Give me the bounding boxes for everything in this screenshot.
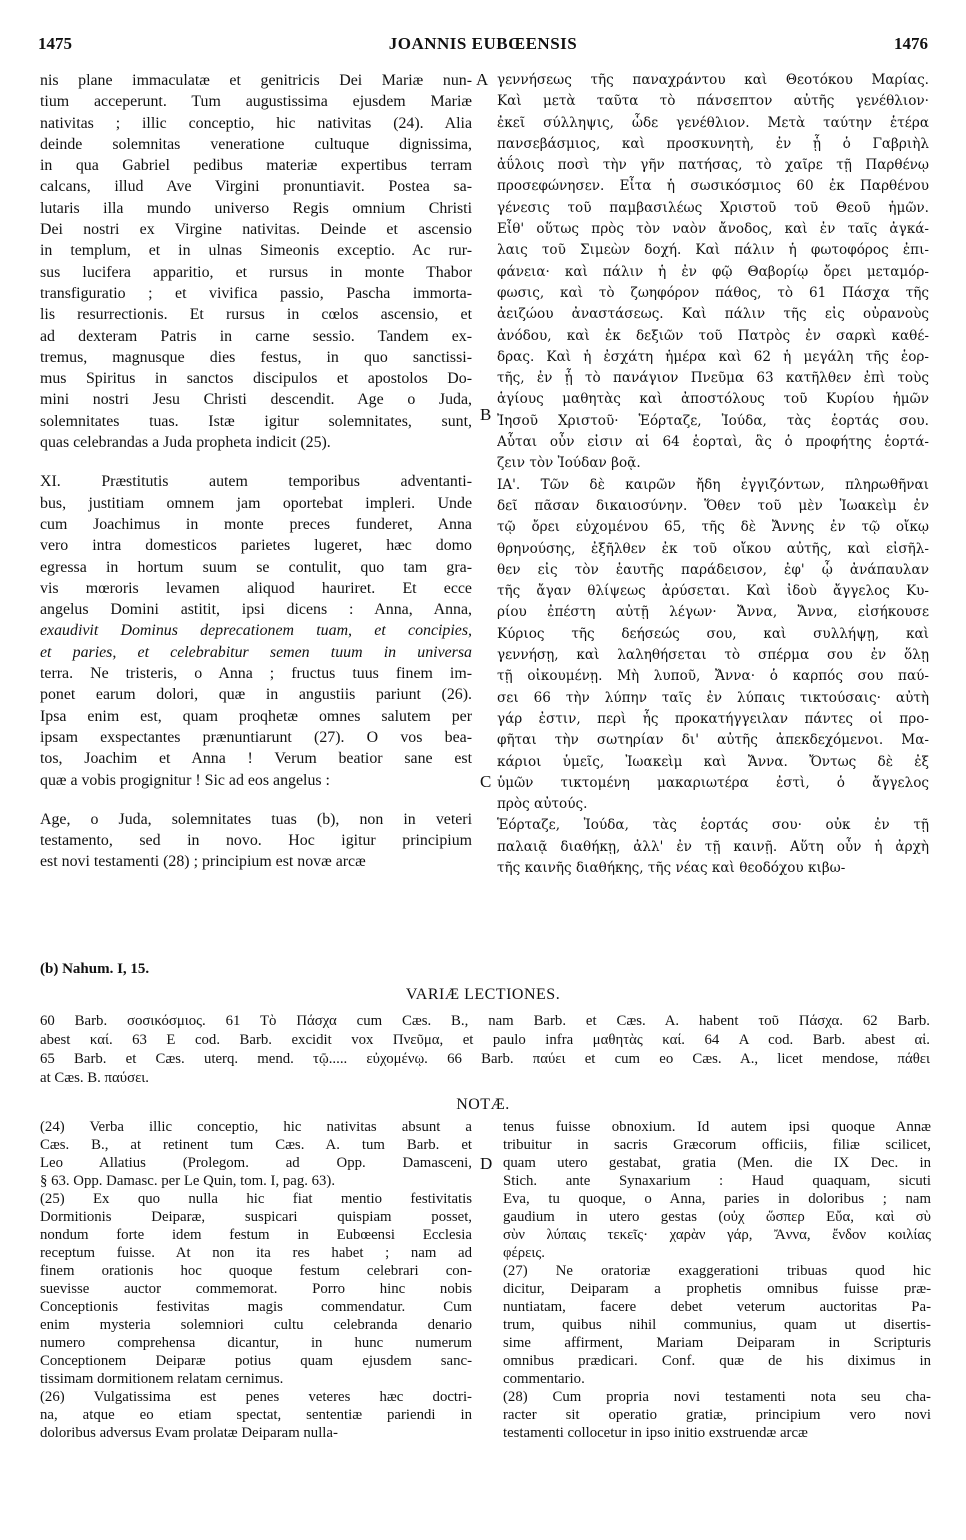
text-line: cum Joachimus in monte preces funderet, Anna [40, 515, 472, 533]
text-line: (24) Verba illic conceptio, hic nativitas absunt a [40, 1119, 472, 1135]
text-line: Eva, tu quoque, o Anna, paries in doloribus ; nam [503, 1191, 931, 1207]
text-line: exaudivit Dominus deprecationem tuam, et concipies, [40, 622, 472, 640]
text-line: vis mœroris levamen aliquod hauriret. Et ecce [40, 579, 472, 597]
latin-column [40, 70, 472, 873]
text-line: in qua Gabriel pedibus materiæ expertibus terram [40, 157, 472, 175]
text-line: φωσις, καὶ τὸ ζωηφόρον πάθος, τὸ 61 Πάσχα τῆς [497, 284, 929, 301]
text-line: πρὸς αὐτούς. [497, 796, 588, 813]
text-line: egressa in hortum suum se contulit, quo tam gra- [40, 558, 472, 576]
text-line: at Cæs. B. παύσει. [40, 1070, 149, 1086]
text-line: tissimam dormitionem relatam cernimus. [40, 1371, 284, 1387]
text-line: προσεφώνησεν. Εἶτα ἡ σωσικόσμιος 60 ἐκ Παρθένου [497, 178, 929, 195]
text-line: deinde solemnitas veneratione cultuque dignissima, [40, 135, 472, 153]
text-line: Cæs. B., at retinent tum Cæs. A. tum Barb. et [40, 1137, 472, 1153]
text-line: Conceptionis festivitas magis commendatur. Cum [40, 1299, 472, 1315]
text-line: lis resurrectionis. Et rursus in cœlos ascensio, et [40, 306, 472, 324]
text-line: ponet earum dolori, quæ in angustiis pariunt (26). [40, 686, 472, 704]
text-line: ἀειζώου ἀναστάσεως. Καὶ πάλιν τῆς εἰς οὐρανοὺς [497, 306, 929, 323]
text-line: σει 66 τὴν λύπην ταῖς ἐν λύπαις τικτούσαις· αὐτὴ [497, 689, 929, 706]
text-line: Κύριος τῆς δεήσεώς σου, καὶ συλλήψῃ, καὶ [497, 625, 929, 642]
text-line: sime affirment, Mariam Deiparam in Scripturis [503, 1335, 931, 1351]
text-line: τῇ οἰκουμένῃ. Μὴ λυποῦ, Ἄννα· ὁ καρπός σου παύ- [497, 668, 929, 685]
text-line: doloribus adversus Evam prolatæ Deiparam nulla- [40, 1425, 338, 1441]
text-line: τῆς, ἐν ᾗ τὸ πανάγιον Πνεῦμα 63 κατῆλθεν ἐπὶ τοὺς [497, 370, 929, 387]
text-line: Ipsa enim est, quam proqhetæ omnes salutem per [40, 707, 472, 725]
text-line: XI. Præstitutis autem temporibus adventanti- [40, 473, 472, 491]
text-line: γένεσις τοῦ παμβασιλέως Χριστοῦ τοῦ Θεοῦ ἡμῶν. [497, 199, 929, 216]
text-line: ὑμῶν τικτομένη μακαριωτέρα ἐστὶ, ὁ ἄγγελος [497, 774, 929, 791]
text-line: Ἑόρταζε, Ἰούδα, τὰς ἑορτάς σου· οὐκ ἐν τῇ [497, 817, 929, 834]
text-line: τῆς ἄγαν θλίψεως ἀρύσεται. Καὶ ἰδοὺ ἄγγελος Κυ- [497, 583, 929, 600]
text-line: ζειν τὸν Ἰούδαν βοᾷ. [497, 455, 641, 472]
notae-left-column [40, 1118, 472, 1442]
text-line: tium acceperunt. Tum augustissima ejusdem Mariæ [40, 93, 472, 111]
text-line: quæ a vobis progignitur ! Sic ad eos angelus : [40, 771, 330, 789]
text-line: omnibus prædicari. Conf. quæ de his diximus in [503, 1353, 931, 1369]
text-line: vero intra domesticos parietes lugeret, hæc domo [40, 537, 472, 555]
text-line: Καὶ μετὰ ταῦτα τὸ πάνσεπτον αὐτῆς γενέθλιον· [497, 93, 929, 110]
notae-title: NOTÆ. [456, 1096, 510, 1113]
text-line: quam utero gestabat, gratia (Men. die IX Dec. in [503, 1155, 931, 1171]
text-line: γεννήσεως τῆς παναχράντου καὶ Θεοτόκου Μαρίας. [497, 72, 929, 88]
text-line: bus, justitiam omnem jam oportebat impleri. Unde [40, 494, 472, 512]
text-line: trum, quibus nihil communius, quam ut disertis- [503, 1317, 931, 1333]
text-line: transfiguratio ; et vivifica passio, Pascha immorta- [40, 284, 472, 302]
text-line: solemnitates tuas. Istæ igitur solemnitates, sunt, [40, 412, 472, 430]
text-line: πανσεβάσμιος, καὶ προσκυνητὴ, ἐν ᾗ ὁ Γαβριὴλ [497, 135, 929, 152]
text-line: (27) Ne oratoriæ exaggerationi tribuas quod hic [503, 1263, 931, 1279]
text-line: racter sit operatio gratiæ, principium vero novi [503, 1407, 931, 1423]
text-line: 65 Barb. et Cæs. uterq. mend. τῷ..... εὐχομένῳ. 66 Barb. παύει et cum eo Cæs. A., licet mendose, πάθει [40, 1051, 930, 1067]
greek-column [497, 70, 929, 879]
text-line: ἀΰλοις ποσὶ τὴν γῆν πατήσας, τὸ χαῖρε τῇ Παρθένῳ [497, 157, 929, 174]
text-line: θεν εἰς τὸν ἑαυτῆς παράδεισον, ἐφ' ᾧ ἀνάπαυλαν [497, 561, 929, 578]
page-header [38, 34, 928, 56]
margin-marker-a: A [476, 70, 489, 89]
text-line: Stich. ante Synaxarium : Haud quaquam, sicuti [503, 1173, 931, 1189]
text-line: et paries, et celebrabitur semen tuum in universa [40, 643, 472, 661]
text-line: (28) Cum propria novi testamenti nota seu cha- [503, 1389, 931, 1405]
text-line: tremus, magnusque dies festus, in quo sanctissi- [40, 348, 472, 366]
text-line: lutaris illa mundo universo Regis omnium Christi [40, 199, 472, 217]
text-line: testamento, sed in novo. Hoc igitur principium [40, 832, 472, 850]
text-line: terra. Ne tristeris, o Anna ; fructus tuus finem im- [40, 665, 472, 683]
paragraph-gap [40, 791, 472, 809]
paragraph-gap [40, 453, 472, 471]
margin-marker-c: C [480, 772, 492, 791]
right-page-number: 1476 [894, 34, 928, 53]
text-line: testamenti collocetur in ipso initio exstruendæ arcæ [503, 1425, 808, 1441]
text-line: Dormitionis Deiparæ, suspicari quispiam posset, [40, 1209, 472, 1225]
text-line: (26) Vulgatissima est penes veteres hæc doctri- [40, 1389, 472, 1405]
text-line: nis plane immaculatæ et genitricis Dei Mariæ nun- [40, 72, 472, 89]
text-line: Dei nostri ex Virgine nativitas. Deinde et ascensio [40, 221, 472, 239]
text-line: φῆται τὴν σωτηρίαν δι' αὐτῆς ἀπεκδεχόμενοι. Μα- [497, 732, 929, 749]
text-line: § 63. Opp. Damasc. per Le Quin, tom. I, pag. 63). [40, 1173, 336, 1189]
text-line: παλαιᾷ διαθήκῃ, ἀλλ' ἐν τῇ καινῇ. Αὕτη οὖν ἡ ἀρχὴ [497, 838, 929, 855]
text-line: λαις τοῦ Σιμεὼν δοχή. Καὶ πάλιν ἡ φωτοφόρος ἐπι- [497, 242, 929, 259]
text-line: (25) Ex quo nulla hic fiat mentio festivitatis [40, 1191, 472, 1207]
text-line: ἐκεῖ σύλληψις, ὧδε γενέθλιον. Μετὰ ταύτην ἑτέρα [497, 114, 929, 131]
text-line: tribuitur in sacris Græcorum officiis, filiæ scilicet, [503, 1137, 931, 1153]
text-line: Εἶθ' οὕτως πρὸς τὸν ναὸν ἄνοδος, καὶ ἐν ταῖς ἀγκά- [497, 221, 929, 238]
text-line: tos, Joachim et Anna ! Verum beatior sane est [40, 750, 472, 768]
text-line: θρηνούσης, ἐξῆλθεν ἐκ τοῦ οἴκου αὐτῆς, καὶ εἰσῆλ- [497, 540, 929, 557]
notae-right-column [503, 1118, 931, 1442]
text-line: 60 Barb. σοσικόσμιος. 61 Τὸ Πάσχα cum Cæs. B., nam Barb. et Cæs. A. habent τοῦ Πάσχα. 62 Barb. [40, 1013, 930, 1029]
text-line: quas celebrandas a Juda propheta indicit (25). [40, 434, 331, 452]
text-line: nativitas ; illic conceptio, hic nativitas (24). Alia [40, 114, 472, 132]
text-line: ad dexteram Patris in carne sessio. Tandem ex- [40, 327, 472, 345]
text-line: in templum, et in ulnas Simeonis exceptio. Ac rur- [40, 242, 472, 260]
text-line: dicitur, Deiparam a prophetis omnibus fuisse præ- [503, 1281, 931, 1297]
text-line: ρίου ἐπέστη αὐτῇ λέγων· Ἄννα, Ἄννα, εἰσήκουσε [497, 604, 929, 621]
text-line: δεῖ πᾶσαν δικαιοσύνην. Ὅθεν τοῦ μὲν Ἰωακεὶμ ἐν [497, 497, 929, 514]
text-line: τῷ ὄρει εὐχομένου 65, τῆς δὲ Ἄννης ἐν τῷ οἴκῳ [497, 519, 929, 536]
text-line: φάνεια· καὶ πάλιν ἡ ἐν φῷ Θαβορίῳ ὄρει μεταμόρ- [497, 263, 929, 280]
running-title: JOANNIS EUBŒENSIS [388, 34, 578, 53]
text-line: δρας. Καὶ ἡ ἐσχάτη ἡμέρα καὶ 62 ἡ μεγάλη τῆς ἑορ- [497, 348, 929, 365]
text-line: φέρεις. [503, 1245, 545, 1261]
text-line: numero comprehensa dicantur, in hunc numerum [40, 1335, 472, 1351]
text-line: κάριοι ὑμεῖς, Ἰωακεὶμ καὶ Ἄννα. Ὄντως δὲ ἐξ [497, 753, 929, 770]
text-line: suevisse auctor commemorat. Porro hinc nobis [40, 1281, 472, 1297]
text-line: enim mysteria solemniori cultu celebranda denario [40, 1317, 472, 1333]
text-line: receptum fuisse. At non ita res habet ; nam ad [40, 1245, 472, 1261]
variae-lectiones [40, 1012, 930, 1088]
text-line: gaudium in utero gestas (οὐχ ὥσπερ Εὔα, καὶ σὺ [503, 1209, 931, 1225]
text-line: mus Spiritus in sanctos discipulos et apostolos Do- [40, 370, 472, 388]
text-line: sus lucifera apparitio, et rursus in monte Thabor [40, 263, 472, 281]
text-line: Ἰησοῦ Χριστοῦ· Ἑόρταζε, Ἰούδα, τὰς ἑορτάς σου. [497, 412, 929, 429]
margin-marker-b: B [480, 405, 492, 424]
footnote-b: (b) Nahum. I, 15. [40, 961, 150, 977]
text-line: angelus Domini astitit, ipsi dicens : Anna, Anna, [40, 601, 472, 619]
text-line: Leo Allatius (Prolegom. ad Opp. Damasceni, [40, 1155, 472, 1171]
text-line: ipsam exspectantes prænuntiarunt (27). O vos bea- [40, 728, 472, 746]
text-line: ΙΑ'. Τῶν δὲ καιρῶν ἤδη ἐγγιζόντων, πληρωθῆναι [497, 476, 929, 493]
text-line: γάρ ἐστιν, περὶ ἧς προκατήγγειλαν πάντες οἱ προ- [497, 710, 929, 727]
variae-lectiones-title: VARIÆ LECTIONES. [405, 986, 561, 1003]
margin-marker-d: D [480, 1154, 493, 1173]
text-line: abest καί. 63 E cod. Barb. excidit vox Πνεῦμα, et paulo infra μαθητὰς καί. 64 A cod. Barb. abest αἱ. [40, 1032, 930, 1048]
text-line: tenus fuisse obnoxium. Id autem ipsi quoque Annæ [503, 1119, 931, 1135]
text-line: na, atque eo etiam spectat, sententiæ pariendi in [40, 1407, 472, 1423]
text-line: ἀνόδου, καὶ ἐκ δεξιῶν τοῦ Πατρὸς ἐν σαρκὶ καθέ- [497, 327, 929, 344]
text-line: σὺν λύπαις τεκεῖς· χαρὰν γάρ, Ἄννα, ἔνδον κοιλίας [503, 1227, 931, 1243]
left-page-number: 1475 [38, 34, 72, 53]
text-line: γεννήσῃ, καὶ λαληθήσεται τὸ σπέρμα σου ἐν ὅλῃ [497, 647, 929, 664]
text-line: calcans, illud Ave Virgini pronuntiavit. Postea sa- [40, 178, 472, 196]
text-line: mini nostri Jesu Christi descendit. Age o Juda, [40, 391, 472, 409]
text-line: Conceptionem Deiparæ potius quam ejusdem sanc- [40, 1353, 472, 1369]
text-line: τῆς καινῆς διαθήκης, τῆς νέας καὶ θεοδόχου κιβω- [497, 859, 846, 876]
text-line: finem orationis hoc quoque festum celebrari con- [40, 1263, 472, 1279]
text-line: Αὗται οὖν εἰσιν αἱ 64 ἑορταὶ, ἃς ὁ προφήτης ἑορτά- [497, 434, 929, 451]
text-line: nuntiatam, facere debet veterum auctoritas Pa- [503, 1299, 931, 1315]
text-line: Age, o Juda, solemnitates tuas (b), non in veteri [40, 810, 472, 828]
text-line: ἁγίους μαθητὰς καὶ ἀποστόλους τοῦ Κυρίου ἡμῶν [497, 391, 929, 408]
text-line: commentario. [503, 1371, 585, 1387]
text-line: est novi testamenti (28) ; principium est novæ arcæ [40, 853, 366, 871]
text-line: nondum forte idem festum in Eubœensi Ecclesia [40, 1227, 472, 1243]
